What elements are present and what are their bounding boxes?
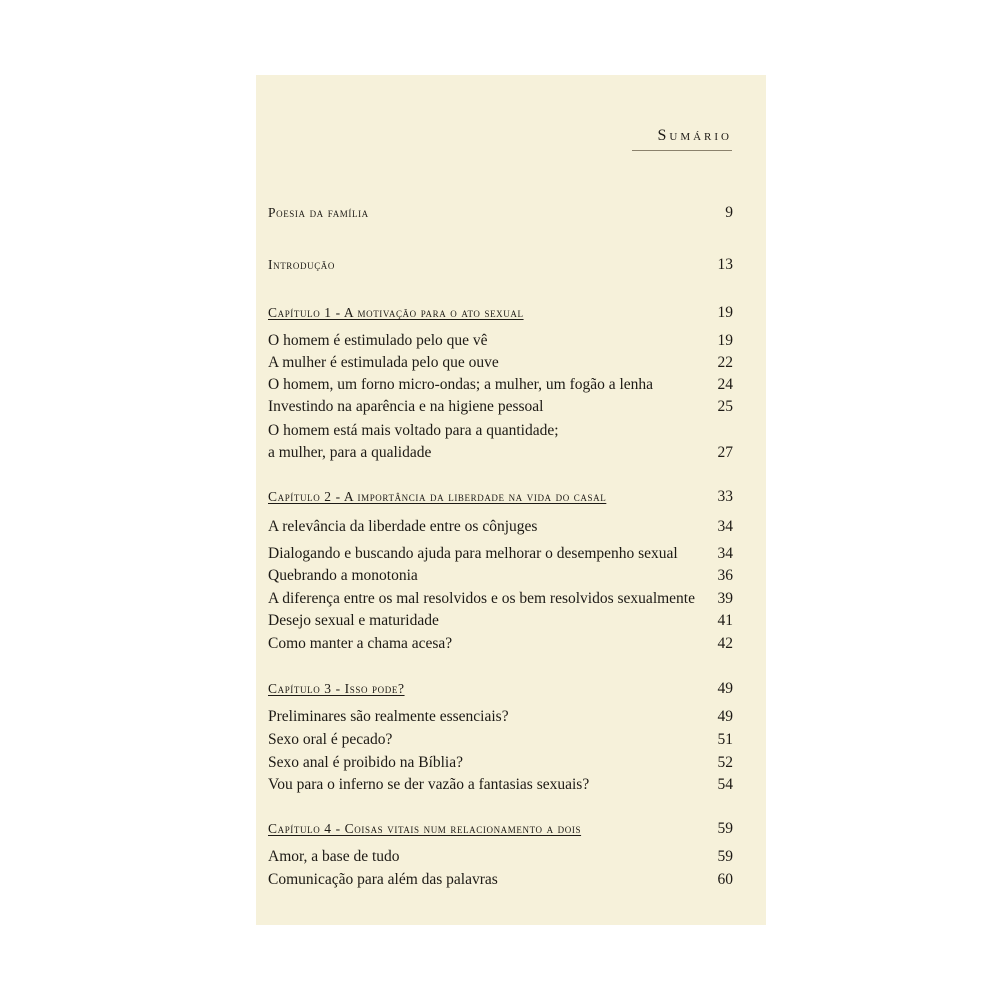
entry-title: Quebrando a monotonia: [268, 567, 418, 584]
toc-chapter-3[interactable]: [268, 678, 733, 700]
toc-entry[interactable]: [268, 729, 733, 751]
entry-page: 13: [717, 256, 733, 273]
book-page: [256, 75, 766, 925]
toc-entry[interactable]: [268, 706, 733, 728]
chapter-title: Capítulo 1 - A motivação para o ato sexual: [268, 305, 524, 320]
entry-title: Sexo oral é pecado?: [268, 731, 393, 748]
entry-title: O homem, um forno micro-ondas; a mulher, um fogão a lenha: [268, 376, 654, 393]
entry-title: O homem é estimulado pelo que vê: [268, 332, 488, 349]
toc-chapter-4[interactable]: [268, 818, 733, 840]
toc-entry[interactable]: [268, 752, 733, 774]
chapter-title: Capítulo 2 - A importância da liberdade na vida do casal: [268, 489, 607, 504]
entry-page: 25: [717, 398, 733, 415]
entry-page: 49: [717, 680, 733, 697]
entry-page: 34: [717, 545, 733, 562]
toc-entry[interactable]: [268, 543, 733, 565]
entry-page: 52: [717, 754, 733, 771]
toc-entry[interactable]: [268, 846, 733, 868]
toc-entry[interactable]: [268, 588, 733, 610]
entry-page: 33: [717, 488, 733, 505]
entry-page: 24: [717, 376, 733, 393]
entry-page: 51: [717, 731, 733, 748]
entry-page: 42: [717, 635, 733, 652]
entry-page: 59: [717, 820, 733, 837]
entry-page: 41: [717, 612, 733, 629]
toc-entry[interactable]: [268, 516, 733, 538]
toc-entry[interactable]: [268, 869, 733, 891]
entry-page: 39: [717, 590, 733, 607]
entry-page: 60: [717, 871, 733, 888]
entry-title: O homem está mais voltado para a quantidade;: [268, 422, 559, 439]
entry-title: Introdução: [268, 257, 335, 272]
entry-page: 54: [717, 776, 733, 793]
entry-page: 27: [717, 444, 733, 461]
entry-title: Como manter a chama acesa?: [268, 635, 453, 652]
entry-title: Amor, a base de tudo: [268, 848, 400, 865]
toc-entry[interactable]: [268, 633, 733, 655]
toc-entry[interactable]: [268, 396, 733, 418]
entry-title: a mulher, para a qualidade: [268, 444, 432, 461]
toc-entry[interactable]: [268, 374, 733, 396]
chapter-title: Capítulo 3 - Isso pode?: [268, 681, 405, 696]
toc-entry[interactable]: [268, 610, 733, 632]
entry-title: Sexo anal é proibido na Bíblia?: [268, 754, 463, 771]
entry-title: Dialogando e buscando ajuda para melhorar o desempenho sexual: [268, 545, 678, 562]
entry-page: 22: [717, 354, 733, 371]
entry-page: 9: [725, 204, 733, 221]
toc-chapter-1[interactable]: [268, 302, 733, 324]
toc-heading: Sumário: [657, 127, 732, 144]
heading-rule: [632, 150, 732, 151]
entry-title: Preliminares são realmente essenciais?: [268, 708, 509, 725]
entry-title: A relevância da liberdade entre os cônjuges: [268, 518, 538, 535]
entry-title: Comunicação para além das palavras: [268, 871, 498, 888]
toc-entry[interactable]: [268, 774, 733, 796]
entry-title: A diferença entre os mal resolvidos e os bem resolvidos sexualmente: [268, 590, 695, 607]
entry-title: Desejo sexual e maturidade: [268, 612, 439, 629]
toc-chapter-2[interactable]: [268, 486, 733, 508]
entry-title: A mulher é estimulada pelo que ouve: [268, 354, 499, 371]
entry-page: 49: [717, 708, 733, 725]
chapter-title: Capítulo 4 - Coisas vitais num relacionamento a dois: [268, 821, 582, 836]
toc-entry-introducao[interactable]: [268, 254, 733, 276]
toc-entry[interactable]: [268, 330, 733, 352]
toc-entry-poesia[interactable]: [268, 202, 733, 224]
toc-entry[interactable]: [268, 420, 733, 442]
entry-page: 59: [717, 848, 733, 865]
toc-entry[interactable]: [268, 565, 733, 587]
entry-title: Poesia da família: [268, 205, 369, 220]
entry-title: Investindo na aparência e na higiene pessoal: [268, 398, 544, 415]
toc-entry[interactable]: [268, 442, 733, 464]
entry-page: 34: [717, 518, 733, 535]
toc-entry[interactable]: [268, 352, 733, 374]
entry-page: 36: [717, 567, 733, 584]
entry-page: 19: [717, 304, 733, 321]
entry-page: 19: [717, 332, 733, 349]
entry-title: Vou para o inferno se der vazão a fantasias sexuais?: [268, 776, 590, 793]
